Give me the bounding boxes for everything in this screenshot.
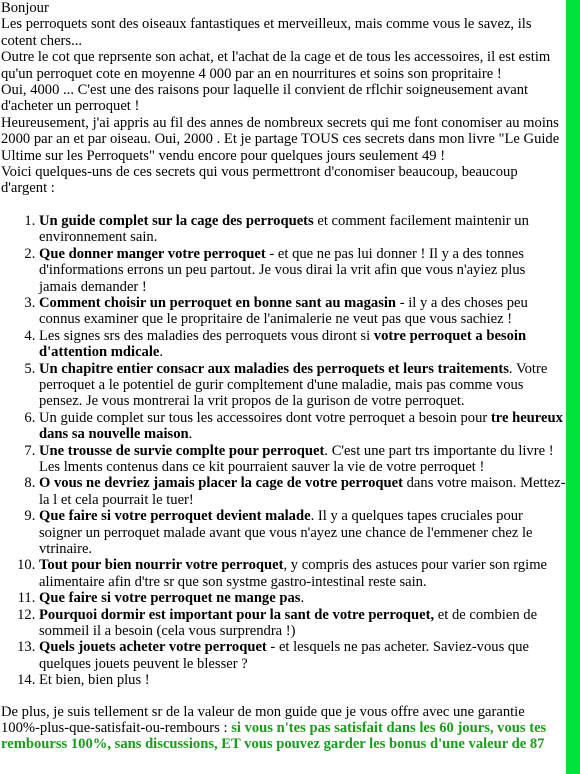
list-item: 2. Que donner manger votre perroquet - et que ne pas lui donner ! Il y a des tonnes d'informations errons un peu partout. Je vous dirai la vrit afin que vous n'ayiez plus jamais demander !: [39, 246, 567, 295]
list-item: 12. Pourquoi dormir est important pour la sant de votre perroquet, et de combien de sommeil il a besoin (cela vous surprendra !): [39, 607, 567, 640]
list-item: 8. O vous ne devriez jamais placer la cage de votre perroquet dans votre maison. Mettez-la l et cela pourrait le tuer!: [39, 475, 567, 508]
list-item: 9. Que faire si votre perroquet devient malade. Il y a quelques tapes cruciales pour soigner un perroquet malade avant que vous n'ayez une chance de l'emmener chez le vtrinaire.: [39, 508, 567, 557]
intro-paragraph-3: Oui, 4000 ... C'est une des raisons pour laquelle il convient de rflchir soigneusement avant d'acheter un perroquet !: [1, 82, 529, 115]
greeting: Bonjour: [1, 0, 49, 16]
guarantee-highlight: si vous n'tes pas satisfait dans les 60 jours, vous tes rembourss 100%, sans discussions, ET vous pouvez garder les bonus d'une valeur de 87: [1, 720, 547, 753]
intro-paragraph-4: Heureusement, j'ai appris au fil des annes de nombreux secrets qui me font conomiser au moins 2000 par an et par oiseau. Oui, 2000 . Et je partage TOUS ces secrets dans mon livre "Le Guide Ultime sur les Perroquets" vendu encore pour quelques jours seulement 49 !: [1, 114, 560, 164]
intro-paragraph-5: Voici quelques-uns de ces secrets qui vous permettront d'conomiser beaucoup, beaucoup d'argent :: [1, 164, 518, 197]
list-item: 7. Une trousse de survie complte pour perroquet. C'est une part trs importante du livre ! Les lments contenus dans ce kit pourraient sauver la vie de votre perroquet !: [39, 443, 567, 476]
list-item: 1. Un guide complet sur la cage des perroquets et comment facilement maintenir un environnement sain.: [39, 213, 567, 246]
right-accent-bar: [566, 0, 580, 774]
intro-paragraph-2: Outre le cot que reprsente son achat, et l'achat de la cage et de tous les accessoires, il est estim qu'un perroquet cote en moyenne 4 000 par an en nourritures et soins son propritaire !: [1, 49, 551, 82]
guarantee-intro: De plus, je suis tellement sr de la valeur de mon guide que je vous offre avec une garantie 100%-plus-que-satisfait-ou-rembours :: [1, 703, 525, 737]
secrets-list: [1, 213, 567, 689]
list-item: 5. Un chapitre entier consacr aux maladies des perroquets et leurs traitements. Votre perroquet a le potentiel de gurir compltement d'une maladie, mais pas comme vous pensez. Je vous montrerai la vrit propos de la gurison de votre perroquet.: [39, 361, 567, 410]
list-item: 6. Un guide complet sur tous les accessoires dont votre perroquet a besoin pour tre heureux dans sa nouvelle maison.: [39, 410, 567, 443]
list-item: 13. Quels jouets acheter votre perroquet - et lesquels ne pas acheter. Saviez-vous que quelques jouets peuvent le blesser ?: [39, 639, 567, 672]
list-item: 4. Les signes srs des maladies des perroquets vous diront si votre perroquet a besoin d'attention mdicale.: [39, 328, 567, 361]
list-item: 10. Tout pour bien nourrir votre perroquet, y compris des astuces pour varier son rgime alimentaire afin d'tre sr que son systme gastro-intestinal reste sain.: [39, 557, 567, 590]
list-item: 14. Et bien, bien plus !: [39, 672, 567, 688]
intro-paragraph-1: Les perroquets sont des oiseaux fantastiques et merveilleux, mais comme vous le savez, ils cotent chers...: [1, 16, 532, 49]
guarantee-paragraph: [1, 704, 567, 753]
list-item: 11. Que faire si votre perroquet ne mange pas.: [39, 590, 567, 606]
list-item: 3. Comment choisir un perroquet en bonne sant au magasin - il y a des choses peu connus examiner que le propritaire de l'animalerie ne veut pas que vous sachiez !: [39, 295, 567, 328]
